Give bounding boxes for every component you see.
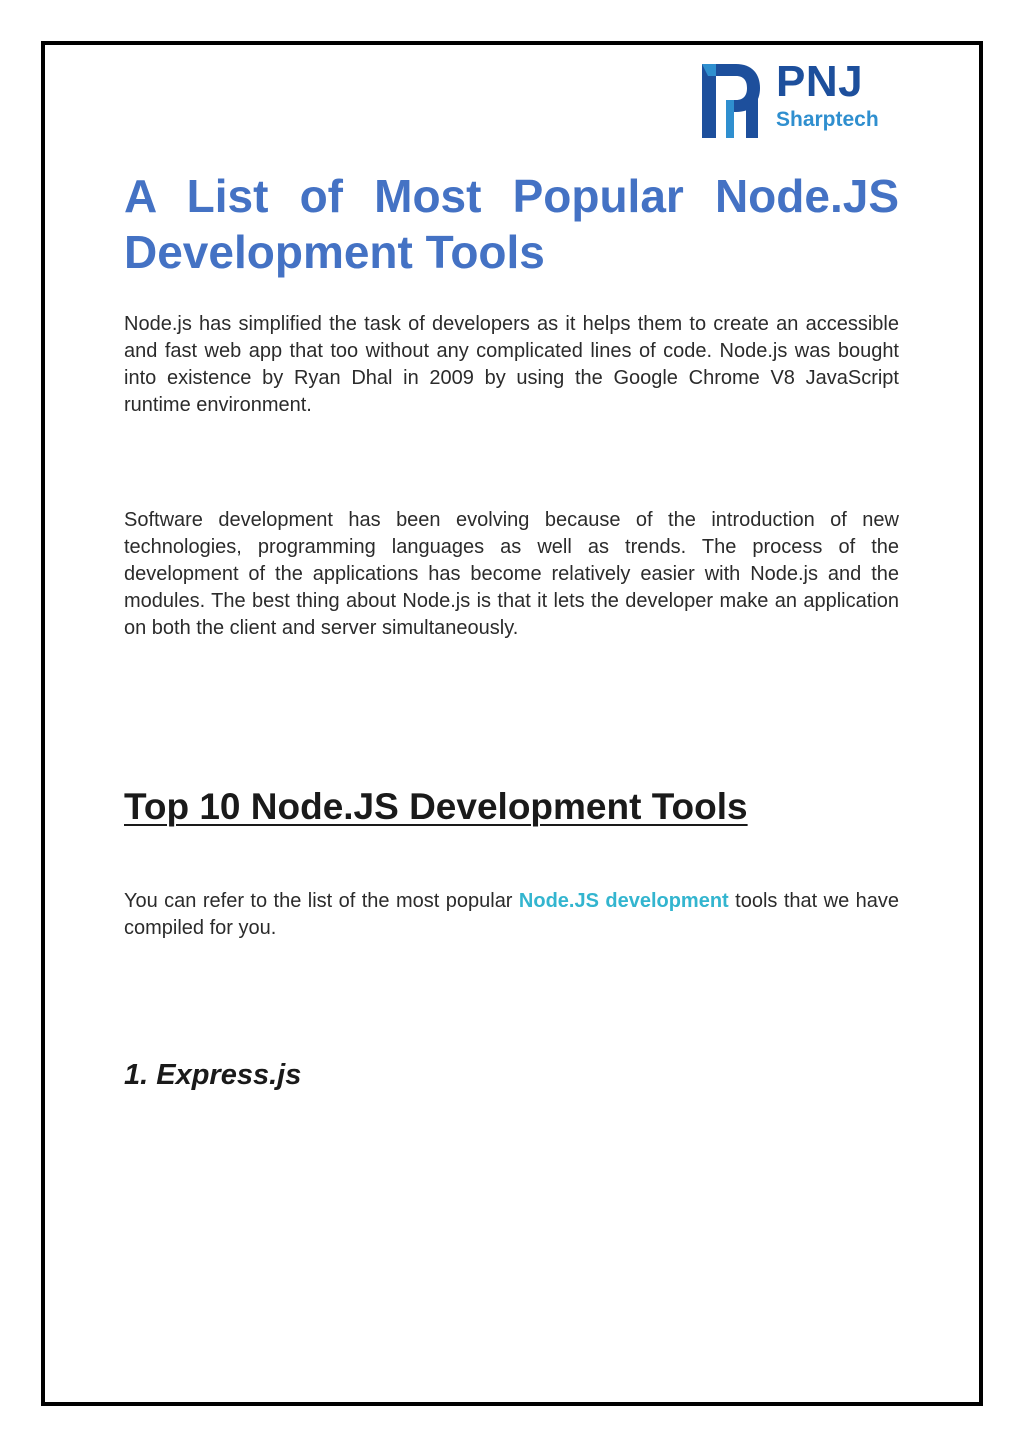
section-heading: Top 10 Node.JS Development Tools: [124, 786, 748, 827]
section-paragraph: [124, 888, 899, 942]
page-title: [124, 168, 899, 280]
logo-sub-text: Sharptech: [776, 108, 879, 131]
section-text-after-link: tools that we have compiled for you.: [124, 890, 899, 939]
nodejs-development-link[interactable]: Node.JS development: [518, 890, 729, 912]
pnj-logo-mark-icon: [700, 60, 762, 140]
list-item-heading-1: 1. Express.js: [124, 1059, 302, 1091]
company-logo: [700, 58, 900, 142]
section-text-before-link: You can refer to the list of the most popular: [124, 890, 519, 912]
intro-paragraph-2: Software development has been evolving because of the introduction of new technologies, programming languages as well as trends. The process of the development of the applications has become relatively easier with Node.js and the modules. The best thing about Node.js is that it lets the developer make an application on both the client and server simultaneously.: [124, 509, 899, 639]
intro-paragraph-1: Node.js has simplified the task of developers as it helps them to create an accessible and fast web app that too without any complicated lines of code. Node.js was bought into existence by Ryan Dhal in 2009 by using the Google Chrome V8 JavaScript runtime environment.: [124, 313, 899, 416]
page-title-line2: Development Tools: [124, 226, 545, 278]
logo-main-text: PNJ: [776, 57, 864, 106]
page-title-line1: A List of Most Popular Node.JS: [124, 170, 899, 222]
